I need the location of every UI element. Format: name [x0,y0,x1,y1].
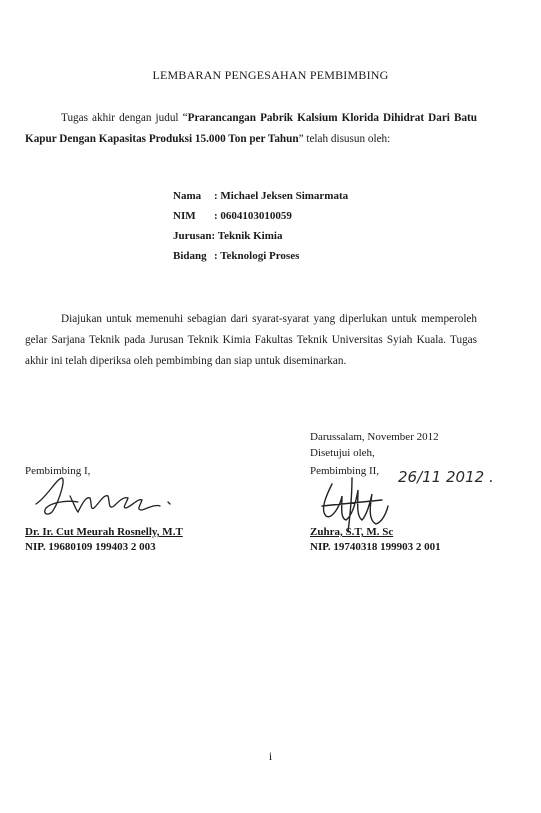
bidang-label: Bidang [173,250,207,262]
supervisor2-name: Zuhra, S.T, M. Sc [310,526,394,538]
student-jurusan-row [173,230,282,242]
body-text: Diajukan untuk memenuhi sebagian dari syarat-syarat yang diperlukan untuk memperoleh gelar Sarjana Teknik pada Jurusan Teknik Kimia Fakultas Teknik Universitas Syiah Kuala. Tugas akhir ini telah diperiksa oleh pembimbing dan siap untuk diseminarkan. [25,313,477,367]
supervisor2-nip: NIP. 19740318 199903 2 001 [310,541,441,553]
nama-value: : Michael Jeksen Simarmata [214,190,349,202]
supervisor1-name: Dr. Ir. Cut Meurah Rosnelly, M.T [25,526,183,538]
body-paragraph [25,309,477,372]
student-name-row [173,190,348,202]
nim-label: NIM [173,210,196,222]
page-number: i [268,749,273,763]
signature-supervisor1 [28,474,198,524]
supervisor2-role: Pembimbing II, [310,465,380,477]
thesis-title: Prarancangan Pabrik Kalsium Klorida Dihidrat Dari Batu Kapur Dengan Kapasitas Produksi 15.000 Ton per Tahun [25,112,477,145]
page-title: LEMBARAN PENGESAHAN PEMBIMBING [152,68,389,82]
place-date: Darussalam, November 2012 [310,431,439,443]
jurusan-value: : Teknik Kimia [211,230,283,242]
intro-suffix: ” telah disusun oleh: [298,133,391,145]
student-bidang-row [173,250,299,262]
intro-paragraph [25,108,477,150]
intro-prefix: Tugas akhir dengan judul “ [61,112,188,124]
nim-value: : 0604103010059 [214,210,292,222]
supervisor1-role: Pembimbing I, [25,465,91,477]
student-nim-row [173,210,292,222]
approved-by: Disetujui oleh, [310,447,375,459]
nama-label: Nama [173,190,202,202]
jurusan-label: Jurusan [173,230,212,242]
supervisor1-nip: NIP. 19680109 199403 2 003 [25,541,156,553]
handwritten-date: 26/11 2012 . [398,468,494,486]
bidang-value: : Teknologi Proses [214,250,300,262]
